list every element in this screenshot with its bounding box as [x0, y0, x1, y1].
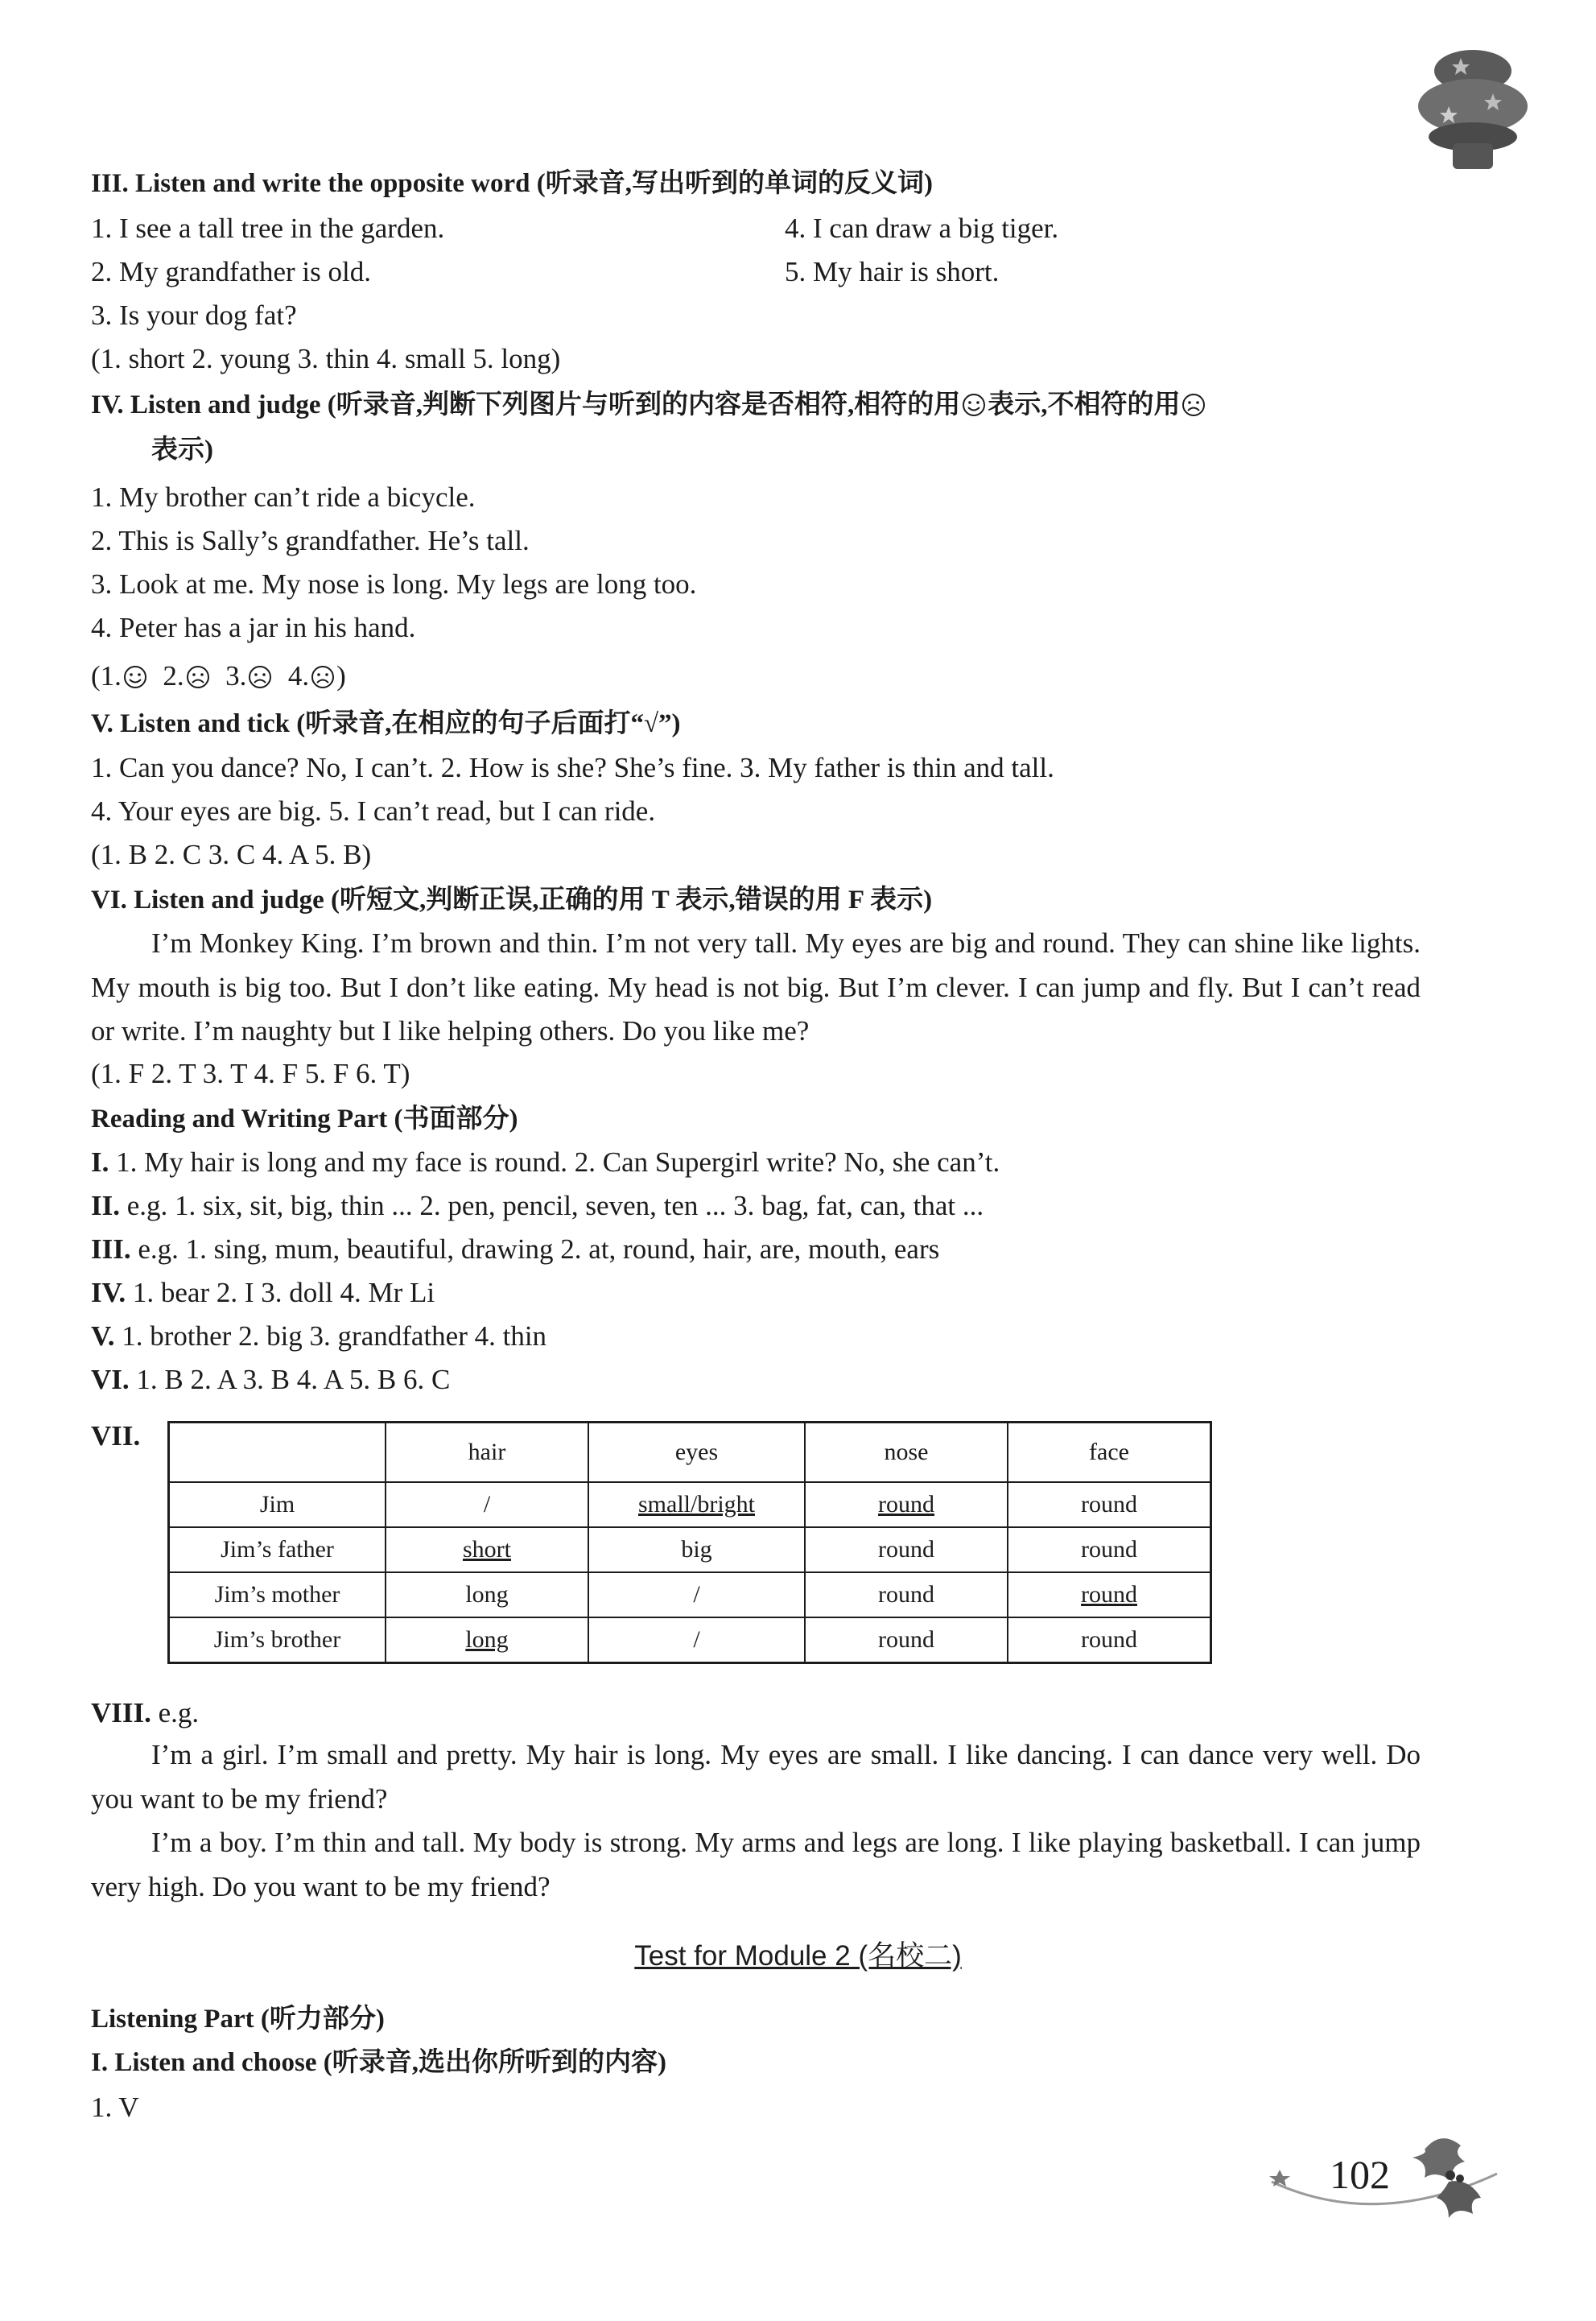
- smiley-face-icon: [123, 665, 147, 689]
- test2-section-1-heading: I. Listen and choose (听录音,选出你所听到的内容): [91, 2048, 667, 2077]
- rw-item-text: 1. My hair is long and my face is round. 2. Can Supergirl write? No, she can’t.: [109, 1146, 1000, 1178]
- sad-face-icon: [186, 665, 210, 689]
- table-cell: Jim’s mother: [169, 1572, 386, 1617]
- page-number: 102: [1330, 2152, 1390, 2197]
- table-row: [169, 1572, 1211, 1617]
- section-5-heading: V. Listen and tick (听录音,在相应的句子后面打“√”): [91, 709, 681, 738]
- section-3-heading: III. Listen and write the opposite word (听录音,写出听到的单词的反义词): [91, 169, 933, 198]
- rw-item-1: [91, 1145, 1000, 1180]
- test-title-text: Test for Module 2 (名校二): [634, 1940, 962, 1972]
- table-cell: round: [805, 1527, 1008, 1572]
- rw-item-6: [91, 1362, 450, 1398]
- table-cell: round: [1008, 1482, 1211, 1527]
- rw-item-number: VI.: [91, 1364, 130, 1395]
- table-cell: round: [1008, 1617, 1211, 1663]
- vii-label: VII.: [91, 1420, 141, 1452]
- table-cell: short: [386, 1527, 588, 1572]
- table-row: [169, 1617, 1211, 1663]
- rw-item-text: 1. brother 2. big 3. grandfather 4. thin: [114, 1320, 547, 1352]
- sad-face-icon: [311, 665, 335, 689]
- table-header-cell: hair: [386, 1423, 588, 1483]
- rw-item-text: e.g. 1. six, sit, big, thin ... 2. pen, pencil, seven, ten ... 3. bag, fat, can, that ...: [120, 1190, 984, 1221]
- table-cell: round: [1008, 1527, 1211, 1572]
- answer-4-label: 4.: [287, 660, 310, 692]
- rw-item-number: II.: [91, 1190, 120, 1221]
- section-3-item-1: 1. I see a tall tree in the garden.: [91, 213, 445, 244]
- table-cell: Jim’s brother: [169, 1617, 386, 1663]
- table-cell: Jim’s father: [169, 1527, 386, 1572]
- section-4-heading: [91, 387, 1207, 423]
- section-3-item-3: 3. Is your dog fat?: [91, 299, 297, 331]
- rw-item-text: 1. B 2. A 3. B 4. A 5. B 6. C: [129, 1364, 451, 1395]
- rw-item-5: [91, 1319, 546, 1354]
- table-cell: long: [386, 1617, 588, 1663]
- table-cell: round: [1008, 1572, 1211, 1617]
- answer-2-label: 2.: [163, 660, 184, 692]
- features-table: [167, 1421, 1212, 1664]
- section-5-answers: (1. B 2. C 3. C 4. A 5. B): [91, 839, 372, 870]
- table-cell: /: [588, 1572, 805, 1617]
- section-4-heading-tail: 表示): [151, 436, 213, 465]
- reading-writing-heading: Reading and Writing Part (书面部分): [91, 1105, 518, 1134]
- table-cell: small/bright: [588, 1482, 805, 1527]
- table-header-cell: nose: [805, 1423, 1008, 1483]
- section-5-line-1: 1. Can you dance? No, I can’t. 2. How is she? She’s fine. 3. My father is thin and tall.: [91, 752, 1054, 783]
- section-4-heading-part-b: 表示,不相符的用: [988, 390, 1181, 419]
- rw-item-number: V.: [91, 1320, 115, 1352]
- table-cell: round: [805, 1572, 1008, 1617]
- table-cell: Jim: [169, 1482, 386, 1527]
- answer-open: (1.: [91, 660, 122, 692]
- answer-close: ): [336, 660, 346, 692]
- rw-item-4: [91, 1275, 435, 1311]
- table-cell: long: [386, 1572, 588, 1617]
- section-4-item-3: 3. Look at me. My nose is long. My legs are long too.: [91, 568, 697, 600]
- section-4-heading-part-a: IV. Listen and judge (听录音,判断下列图片与听到的内容是否相符,相符的用: [91, 390, 961, 419]
- section-3-item-2: 2. My grandfather is old.: [91, 256, 371, 287]
- viii-eg: e.g.: [151, 1697, 200, 1728]
- smiley-face-icon: [962, 393, 986, 417]
- section-4-item-1: 1. My brother can’t ride a bicycle.: [91, 481, 476, 513]
- section-4-answers: [91, 659, 346, 694]
- table-cell: big: [588, 1527, 805, 1572]
- section-6-heading: VI. Listen and judge (听短文,判断正误,正确的用 T 表示,错误的用 F 表示): [91, 886, 933, 915]
- section-4-item-4: 4. Peter has a jar in his hand.: [91, 612, 416, 643]
- rw-item-number: IV.: [91, 1277, 126, 1308]
- table-row: [169, 1527, 1211, 1572]
- table-cell: /: [386, 1482, 588, 1527]
- tree-decoration-icon: [1412, 40, 1533, 177]
- sad-face-icon: [248, 665, 272, 689]
- section-3-item-4: 4. I can draw a big tiger.: [785, 213, 1059, 244]
- viii-label: VIII.: [91, 1697, 151, 1728]
- viii-paragraph-2: I’m a boy. I’m thin and tall. My body is strong. My arms and legs are long. I like playing basketball. I can jump very high. Do you want to be my friend?: [91, 1827, 1421, 1902]
- table-cell: round: [805, 1482, 1008, 1527]
- test-title: [0, 1934, 1596, 1974]
- table-cell: round: [805, 1617, 1008, 1663]
- listening-part-heading: Listening Part (听力部分): [91, 2005, 385, 2034]
- section-4-item-2: 2. This is Sally’s grandfather. He’s tall.: [91, 525, 530, 556]
- rw-item-3: [91, 1232, 939, 1267]
- section-3-item-5: 5. My hair is short.: [785, 256, 1000, 287]
- table-header-row: [169, 1423, 1211, 1483]
- viii-heading: [91, 1695, 199, 1731]
- test2-section-1-item-1: 1. V: [91, 2092, 139, 2123]
- answer-3-label: 3.: [225, 660, 247, 692]
- rw-item-2: [91, 1188, 984, 1224]
- rw-item-number: III.: [91, 1233, 131, 1265]
- section-5-line-2: 4. Your eyes are big. 5. I can’t read, but I can ride.: [91, 795, 656, 827]
- table-cell: /: [588, 1617, 805, 1663]
- rw-item-text: e.g. 1. sing, mum, beautiful, drawing 2. at, round, hair, are, mouth, ears: [130, 1233, 940, 1265]
- sad-face-icon: [1182, 393, 1206, 417]
- section-6-passage: I’m Monkey King. I’m brown and thin. I’m not very tall. My eyes are big and round. They can shine like lights. My mouth is big too. But I don’t like eating. My head is not big. But I’m clever. I can jump and fly. But I can’t read or write. I’m naughty but I like helping others. Do you like me?: [91, 927, 1421, 1047]
- viii-paragraph-1: I’m a girl. I’m small and pretty. My hair is long. My eyes are small. I like dancing. I can dance very well. Do you want to be my friend?: [91, 1739, 1421, 1815]
- section-3-answers: (1. short 2. young 3. thin 4. small 5. long): [91, 343, 561, 374]
- table-header-cell: face: [1008, 1423, 1211, 1483]
- table-row: [169, 1482, 1211, 1527]
- rw-item-text: 1. bear 2. I 3. doll 4. Mr Li: [126, 1277, 435, 1308]
- section-6-answers: (1. F 2. T 3. T 4. F 5. F 6. T): [91, 1058, 410, 1089]
- table-header-cell: [169, 1423, 386, 1483]
- table-header-cell: eyes: [588, 1423, 805, 1483]
- rw-item-number: I.: [91, 1146, 109, 1178]
